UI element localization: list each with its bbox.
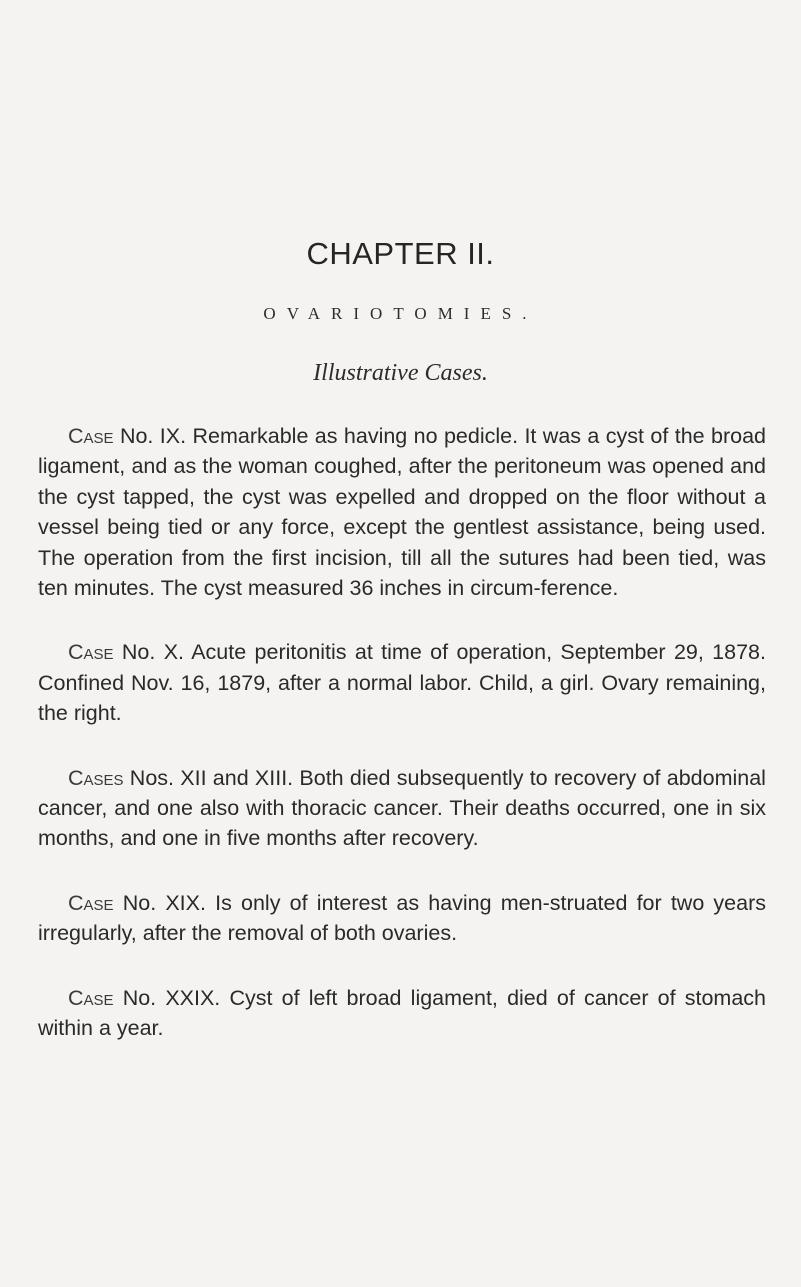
case-paragraph [38,637,766,728]
case-label: Case [68,424,114,448]
case-number: No. IX. [119,424,187,448]
case-paragraph [38,763,766,854]
case-text: Both died subsequently to recovery of abdominal cancer, and one also with thoracic cancer. Their deaths occurred, one in six months, and one in five months after recovery. [38,765,766,851]
case-label: Case [68,640,114,665]
case-text: Cyst of left broad ligament, died of cancer of stomach within a year. [38,985,766,1041]
case-number: No. XXIX. [122,985,221,1010]
case-number: No. X. [121,640,185,665]
case-paragraph [38,983,766,1044]
chapter-title: CHAPTER II. [306,236,495,271]
case-list [38,421,766,1078]
section-subtitle: Illustrative Cases. [313,360,488,386]
case-label: Cases [68,765,124,790]
case-paragraph [38,888,766,949]
case-text: Is only of interest as having men-struated for two years irregularly, after the removal of both ovaries. [38,890,767,946]
case-text: Acute peritonitis at time of operation, September 29, 1878. Confined Nov. 16, 1879, after a normal labor. Child, a girl. Ovary remaining, the right. [38,640,766,726]
case-label: Case [68,890,114,915]
section-title: OVARIOTOMIES. [263,304,538,323]
case-text: Remarkable as having no pedicle. It was a cyst of the broad ligament, and as the woman coughed, after the peritoneum was opened and the cyst tapped, the cyst was expelled and dropped on the floor without a vessel being tied or any force, except the gentlest assistance, being used. The operation from the first incision, till all the sutures had been tied, was ten minutes. The cyst measured 36 inches in circum-ference. [38,424,766,601]
case-number: No. XIX. [122,890,206,915]
case-paragraph [38,421,766,603]
case-number: Nos. XII and XIII. [129,765,294,790]
case-label: Case [68,985,114,1010]
